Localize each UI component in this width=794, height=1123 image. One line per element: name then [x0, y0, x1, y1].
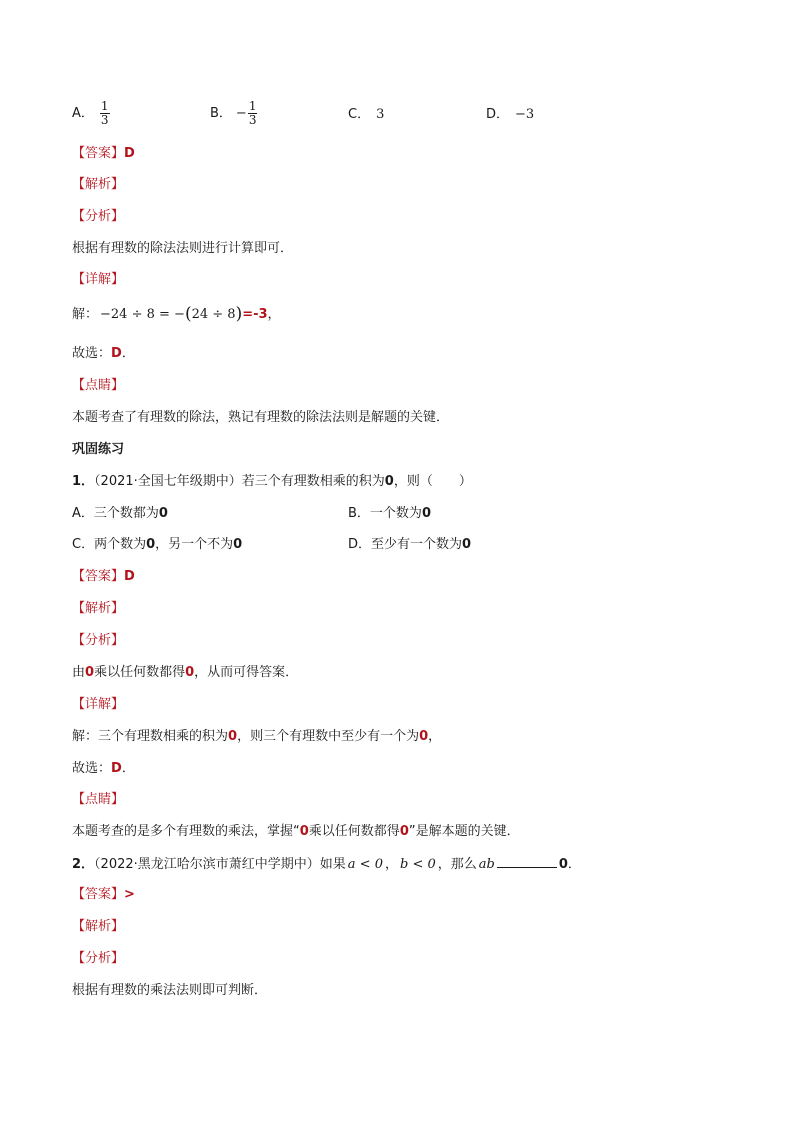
q0-options	[72, 100, 734, 130]
q0-option-b: B． − $\frac{1}{3}$	[210, 99, 257, 127]
section-title: 巩固练习	[72, 442, 125, 457]
q1-xiangjie-heading: 【详解】	[72, 697, 125, 712]
q2-answer: 【答案】>	[72, 887, 135, 902]
q0-option-d: D． −3	[486, 107, 535, 122]
q2-jiexi-heading: 【解析】	[72, 919, 125, 934]
fraction: $\frac{1}{3}$	[100, 99, 109, 127]
q0-solution: 解： −24 ÷ 8 = −(24 ÷ 8)=-3，	[72, 304, 281, 324]
q1-comment: 本题考查的是多个有理数的乘法，掌握“0乘以任何数都得0”是解本题的关键．	[72, 824, 520, 839]
q1-dianjing-heading: 【点睛】	[72, 792, 125, 807]
q0-comment: 本题考查了有理数的除法，熟记有理数的除法法则是解题的关键．	[72, 410, 450, 425]
q1-option-d: D． 至少有一个数为 0	[348, 537, 472, 552]
q0-dianjing-heading: 【点睛】	[72, 378, 125, 393]
q2-fenxi-heading: 【分析】	[72, 951, 125, 966]
q1-answer: 【答案】D	[72, 569, 135, 584]
q2-analysis: 根据有理数的乘法法则即可判断．	[72, 983, 268, 998]
q1-option-b: B． 一个数为 0	[348, 506, 431, 521]
q1-stem: 1．（2021·全国七年级期中）若三个有理数相乘的积为0，则（ ）	[72, 474, 472, 489]
q0-analysis: 根据有理数的除法法则进行计算即可．	[72, 241, 294, 256]
answer-blank[interactable]	[497, 855, 557, 868]
q1-option-a: A． 三个数都为 0	[72, 506, 168, 521]
q0-answer: 【答案】D	[72, 146, 135, 161]
q1-solution: 解：三个有理数相乘的积为0，则三个有理数中至少有一个为0，	[72, 729, 442, 744]
fraction: $\frac{1}{3}$	[248, 99, 257, 127]
q0-choose: 故选：D．	[72, 346, 135, 361]
q1-option-c: C． 两个数为 0 ，另一个不为 0	[72, 537, 243, 552]
q0-option-a: A． $\frac{1}{3}$	[72, 99, 109, 127]
q0-fenxi-heading: 【分析】	[72, 209, 125, 224]
q1-jiexi-heading: 【解析】	[72, 601, 125, 616]
q0-xiangjie-heading: 【详解】	[72, 272, 125, 287]
q1-choose: 故选：D．	[72, 761, 135, 776]
q0-jiexi-heading: 【解析】	[72, 177, 125, 192]
q2-stem: 2．（2022·黑龙江哈尔滨市萧红中学期中）如果 a < 0 ， b < 0 ，那么 ab 0．	[72, 857, 581, 872]
q1-analysis: 由0乘以任何数都得0，从而可得答案．	[72, 665, 299, 680]
q1-fenxi-heading: 【分析】	[72, 633, 125, 648]
q0-option-c: C． 3	[348, 107, 385, 122]
